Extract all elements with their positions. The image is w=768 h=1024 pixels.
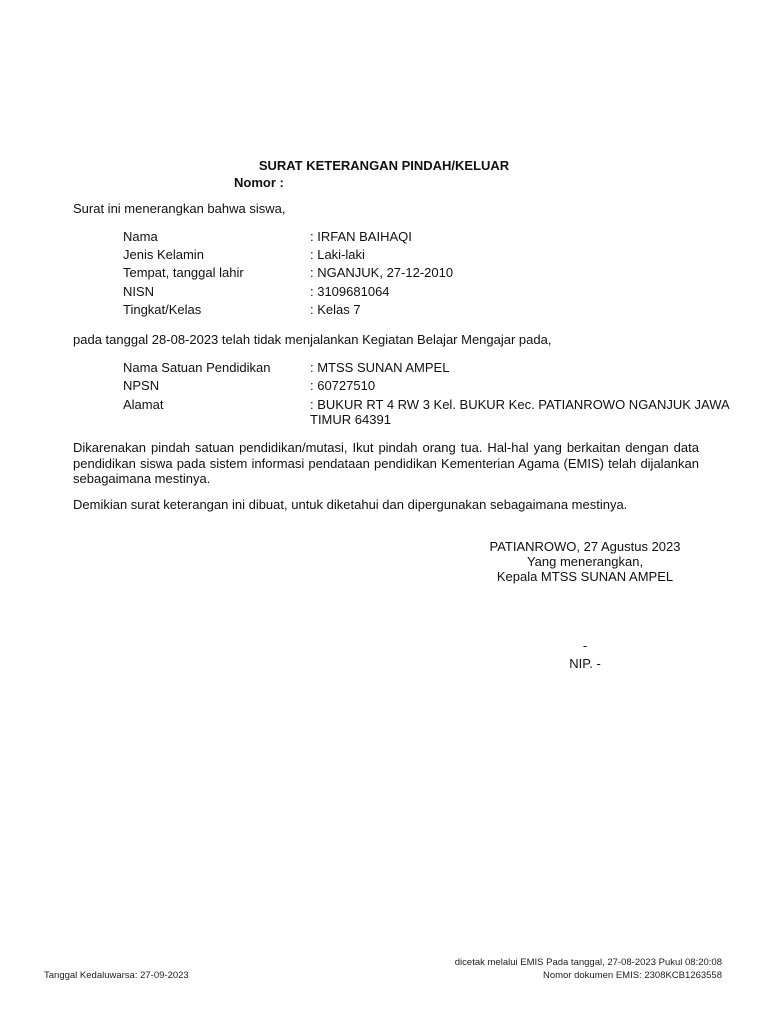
intro-text: Surat ini menerangkan bahwa siswa,: [73, 201, 286, 216]
school-name-value: : MTSS SUNAN AMPEL: [310, 360, 450, 375]
footer-expiry-date: Tanggal Kedaluwarsa: 27-09-2023: [44, 970, 189, 981]
school-address-value: : BUKUR RT 4 RW 3 Kel. BUKUR Kec. PATIANROWO NGANJUK JAWA TIMUR 64391: [310, 397, 729, 427]
document-number-label: Nomor :: [234, 175, 284, 190]
student-nisn-value: : 3109681064: [310, 284, 390, 299]
signature-nip: NIP. -: [569, 656, 601, 671]
statement-text: pada tanggal 28-08-2023 telah tidak menjalankan Kegiatan Belajar Mengajar pada,: [73, 332, 552, 347]
closing-paragraph: Demikian surat keterangan ini dibuat, untuk diketahui dan dipergunakan sebagaimana mestinya.: [73, 497, 628, 512]
student-birth-label: Tempat, tanggal lahir: [123, 265, 244, 280]
reason-paragraph: Dikarenakan pindah satuan pendidikan/mutasi, Ikut pindah orang tua. Hal-hal yang berkaitan dengan data pendidikan siswa pada sistem informasi pendataan pendidikan Kementerian Agama (EMIS) telah dijalankan sebagaimana mestinya.: [73, 440, 699, 486]
school-npsn-value: : 60727510: [310, 378, 376, 393]
student-name-value: : IRFAN BAIHAQI: [310, 229, 412, 244]
student-class-value: : Kelas 7: [310, 302, 361, 317]
school-address-label: Alamat: [123, 397, 164, 412]
student-gender-value: : Laki-laki: [310, 247, 365, 262]
school-npsn-label: NPSN: [123, 378, 160, 393]
student-class-label: Tingkat/Kelas: [123, 302, 202, 317]
signature-place-date: PATIANROWO, 27 Agustus 2023: [489, 539, 681, 554]
student-nisn-label: NISN: [123, 284, 155, 299]
school-name-label: Nama Satuan Pendidikan: [123, 360, 271, 375]
signature-position: Kepala MTSS SUNAN AMPEL: [496, 569, 674, 584]
signature-role-line: Yang menerangkan,: [526, 554, 644, 569]
student-gender-label: Jenis Kelamin: [123, 247, 204, 262]
student-birth-value: : NGANJUK, 27-12-2010: [310, 265, 454, 280]
signature-name: -: [582, 638, 588, 653]
student-name-label: Nama: [123, 229, 158, 244]
footer-document-number: Nomor dokumen EMIS: 2308KCB1263558: [542, 970, 722, 981]
document-title: SURAT KETERANGAN PINDAH/KELUAR: [258, 158, 510, 173]
footer-printed-info: dicetak melalui EMIS Pada tanggal, 27-08-2023 Pukul 08:20:08: [454, 957, 722, 968]
